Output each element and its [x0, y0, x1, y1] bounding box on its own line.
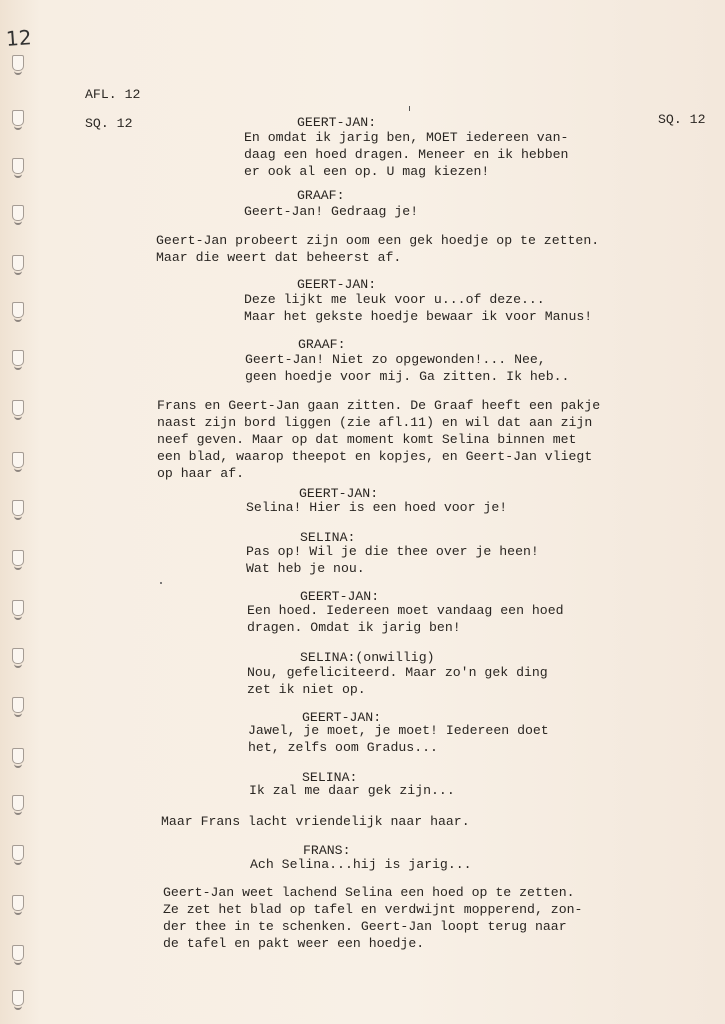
sequence-label-right: SQ. 12 [658, 112, 706, 127]
binder-hole [12, 895, 24, 911]
pen-dot-mark [160, 582, 162, 584]
binder-hole [12, 255, 24, 271]
episode-label: AFL. 12 [85, 87, 141, 102]
action-line: Geert-Jan weet lachend Selina een hoed op te zetten. Ze zet het blad op tafel en verdwijnt mopperend, zon- der thee in te schenken. Geert-Jan loopt terug naar de tafel en pakt weer een hoedje. [163, 885, 583, 951]
binder-hole [12, 350, 24, 366]
binder-hole [12, 600, 24, 616]
binder-hole [12, 550, 24, 566]
binder-hole [12, 795, 24, 811]
binder-hole [12, 648, 24, 664]
dialogue: Pas op! Wil je die thee over je heen! Wat heb je nou. [246, 544, 539, 576]
handwritten-page-number: 12 [5, 25, 33, 51]
dialogue: Ach Selina...hij is jarig... [250, 857, 472, 872]
dialogue: Selina! Hier is een hoed voor je! [246, 500, 508, 515]
speaker-name: SELINA: [302, 770, 358, 785]
binder-hole [12, 945, 24, 961]
dialogue: Deze lijkt me leuk voor u...of deze... Maar het gekste hoedje bewaar ik voor Manus! [244, 292, 593, 324]
pen-tick-mark [409, 106, 410, 111]
action-line: Maar Frans lacht vriendelijk naar haar. [161, 814, 470, 829]
binder-hole [12, 110, 24, 126]
speaker-name: GEERT-JAN: [302, 710, 382, 725]
dialogue: Jawel, je moet, je moet! Iedereen doet het, zelfs oom Gradus... [248, 723, 549, 755]
dialogue: En omdat ik jarig ben, MOET iedereen van- daag een hoed dragen. Meneer en ik hebben er ook al een op. U mag kiezen! [244, 130, 569, 179]
binder-hole [12, 500, 24, 516]
binder-hole [12, 990, 24, 1006]
dialogue: Een hoed. Iedereen moet vandaag een hoed dragen. Omdat ik jarig ben! [247, 603, 564, 635]
binder-hole [12, 205, 24, 221]
dialogue: Ik zal me daar gek zijn... [249, 783, 455, 798]
binder-hole [12, 302, 24, 318]
dialogue: Geert-Jan! Niet zo opgewonden!... Nee, geen hoedje voor mij. Ga zitten. Ik heb.. [245, 352, 570, 384]
binder-hole [12, 158, 24, 174]
speaker-name: GEERT-JAN: [300, 589, 380, 604]
dialogue: Nou, gefeliciteerd. Maar zo'n gek ding zet ik niet op. [247, 665, 548, 697]
action-line: Frans en Geert-Jan gaan zitten. De Graaf heeft een pakje naast zijn bord liggen (zie afl.11) en wil dat aan zijn neef geven. Maar op dat moment komt Selina binnen met een blad, waarop theepot en kopjes, en Geert-Jan vliegt op haar af. [157, 398, 601, 481]
speaker-name: FRANS: [303, 843, 351, 858]
binder-hole [12, 697, 24, 713]
speaker-name: GRAAF: [298, 337, 346, 352]
speaker-name: GEERT-JAN: [299, 486, 379, 501]
sequence-label-left: SQ. 12 [85, 116, 133, 131]
binder-hole [12, 400, 24, 416]
binder-hole [12, 845, 24, 861]
dialogue: Geert-Jan! Gedraag je! [244, 204, 419, 219]
binder-hole [12, 55, 24, 71]
speaker-name: GEERT-JAN: [297, 277, 377, 292]
speaker-name: GEERT-JAN: [297, 115, 377, 130]
speaker-name: GRAAF: [297, 188, 345, 203]
speaker-name: SELINA:(onwillig) [300, 650, 435, 665]
binder-hole [12, 452, 24, 468]
binder-hole [12, 748, 24, 764]
speaker-name: SELINA: [300, 530, 356, 545]
action-line: Geert-Jan probeert zijn oom een gek hoedje op te zetten. Maar die weert dat beheerst af. [156, 233, 600, 265]
